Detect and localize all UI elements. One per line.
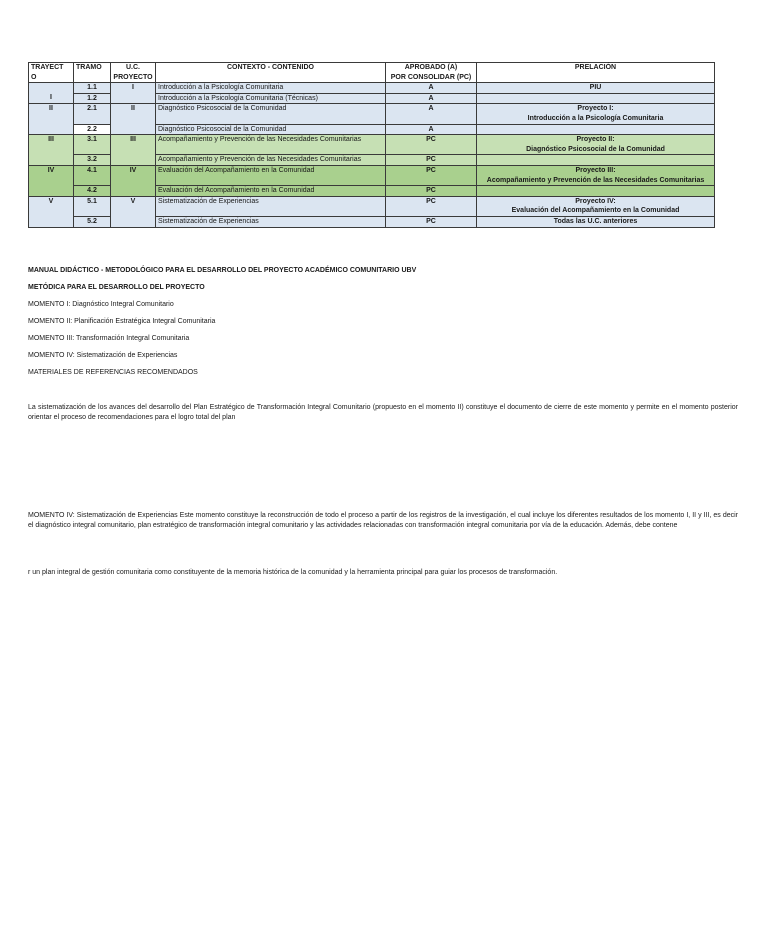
cell-trayecto: I bbox=[29, 83, 74, 104]
momento-4: MOMENTO IV: Sistematización de Experiencias bbox=[28, 352, 178, 359]
cell-tramo: 2.1 bbox=[74, 104, 111, 124]
cell-uc: II bbox=[111, 104, 156, 135]
momento-1: MOMENTO I: Diagnóstico Integral Comunitario bbox=[28, 301, 174, 308]
cell-estado: A bbox=[386, 124, 477, 135]
cell-contexto: Diagnóstico Psicosocial de la Comunidad bbox=[156, 104, 386, 124]
cell-contexto: Evaluación del Acompañamiento en la Comunidad bbox=[156, 186, 386, 197]
momento-2: MOMENTO II: Planificación Estratégica Integral Comunitaria bbox=[28, 318, 216, 325]
manual-title: MANUAL DIDÁCTICO - METODOLÓGICO PARA EL DESARROLLO DEL PROYECTO ACADÉMICO COMUNITARIO UBV bbox=[28, 267, 417, 274]
curriculum-table bbox=[28, 62, 715, 228]
header-trayecto: TRAYECT O bbox=[29, 63, 74, 83]
cell-contexto: Diagnóstico Psicosocial de la Comunidad bbox=[156, 124, 386, 135]
cell-prelacion: Todas las U.C. anteriores bbox=[477, 216, 715, 227]
cell-estado: A bbox=[386, 83, 477, 94]
cell-contexto: Sistematización de Experiencias bbox=[156, 216, 386, 227]
cell-prelacion: Proyecto IV: Evaluación del Acompañamiento en la Comunidad bbox=[477, 196, 715, 216]
cell-trayecto: V bbox=[29, 196, 74, 227]
cell-prelacion bbox=[477, 93, 715, 104]
cell-contexto: Introducción a la Psicología Comunitaria bbox=[156, 83, 386, 94]
cell-estado: A bbox=[386, 93, 477, 104]
cell-contexto: Evaluación del Acompañamiento en la Comunidad bbox=[156, 165, 386, 185]
cell-tramo: 5.2 bbox=[74, 216, 111, 227]
cell-tramo: 3.2 bbox=[74, 155, 111, 166]
cell-estado: PC bbox=[386, 155, 477, 166]
header-aprobado: APROBADO (A) POR CONSOLIDAR (PC) bbox=[386, 63, 477, 83]
table-row bbox=[29, 104, 715, 124]
table-row bbox=[29, 83, 715, 94]
table-header-row bbox=[29, 63, 715, 83]
paragraph-momento-iv: MOMENTO IV: Sistematización de Experiencias Este momento constituye la reconstrucción de todo el proceso a partir de los registros de la investigación, el cual incluye los diferentes resultados de los momento I, II y III, es decir el diagnóstico integral comunitario, plan estratégico de transformación integral comunitario y las actividades relacionadas con transformación integral comunitaria por vía de la educación. Además, debe contene bbox=[28, 512, 738, 529]
cell-tramo: 3.1 bbox=[74, 135, 111, 155]
cell-uc: V bbox=[111, 196, 156, 227]
cell-estado: PC bbox=[386, 196, 477, 216]
cell-tramo: 4.2 bbox=[74, 186, 111, 197]
materiales-heading: MATERIALES DE REFERENCIAS RECOMENDADOS bbox=[28, 369, 198, 376]
paragraph-plan-integral: r un plan integral de gestión comunitaria como constituyente de la memoria histórica de la comunidad y la herramienta principal para guiar los procesos de transformación. bbox=[28, 569, 558, 576]
cell-trayecto: III bbox=[29, 135, 74, 166]
cell-contexto: Acompañamiento y Prevención de las Necesidades Comunitarias bbox=[156, 155, 386, 166]
cell-contexto: Introducción a la Psicología Comunitaria (Técnicas) bbox=[156, 93, 386, 104]
cell-prelacion bbox=[477, 186, 715, 197]
header-prelacion: PRELACIÓN bbox=[477, 63, 715, 83]
cell-prelacion: Proyecto I: Introducción a la Psicología Comunitaria bbox=[477, 104, 715, 124]
table-row bbox=[29, 165, 715, 185]
cell-tramo: 1.2 bbox=[74, 93, 111, 104]
cell-estado: A bbox=[386, 104, 477, 124]
cell-contexto: Sistematización de Experiencias bbox=[156, 196, 386, 216]
cell-uc: IV bbox=[111, 165, 156, 196]
cell-tramo: 5.1 bbox=[74, 196, 111, 216]
cell-uc: I bbox=[111, 83, 156, 104]
table-row bbox=[29, 196, 715, 216]
metodica-title: METÓDICA PARA EL DESARROLLO DEL PROYECTO bbox=[28, 284, 205, 291]
cell-trayecto: IV bbox=[29, 165, 74, 196]
table-row bbox=[29, 135, 715, 155]
cell-tramo: 4.1 bbox=[74, 165, 111, 185]
cell-estado: PC bbox=[386, 186, 477, 197]
cell-trayecto: II bbox=[29, 104, 74, 135]
cell-uc: III bbox=[111, 135, 156, 166]
momento-3: MOMENTO III: Transformación Integral Comunitaria bbox=[28, 335, 190, 342]
header-contexto: CONTEXTO - CONTENIDO bbox=[156, 63, 386, 83]
cell-prelacion: Proyecto III: Acompañamiento y Prevención de las Necesidades Comunitarias bbox=[477, 165, 715, 185]
cell-prelacion bbox=[477, 155, 715, 166]
cell-prelacion: Proyecto II: Diagnóstico Psicosocial de la Comunidad bbox=[477, 135, 715, 155]
cell-tramo: 2.2 bbox=[74, 124, 111, 135]
cell-estado: PC bbox=[386, 165, 477, 185]
cell-estado: PC bbox=[386, 216, 477, 227]
header-uc-proyecto: U.C. PROYECTO bbox=[111, 63, 156, 83]
paragraph-sistematizacion: La sistematización de los avances del desarrollo del Plan Estratégico de Transformación Integral Comunitario (propuesto en el momento II) constituye el documento de cierre de este momento y permite en el momento posterior orientar el proceso de recomendaciones para el logro total del plan bbox=[28, 404, 738, 421]
cell-contexto: Acompañamiento y Prevención de las Necesidades Comunitarias bbox=[156, 135, 386, 155]
cell-estado: PC bbox=[386, 135, 477, 155]
cell-prelacion bbox=[477, 124, 715, 135]
cell-tramo: 1.1 bbox=[74, 83, 111, 94]
cell-prelacion: PIU bbox=[477, 83, 715, 94]
header-tramo: TRAMO bbox=[74, 63, 111, 83]
